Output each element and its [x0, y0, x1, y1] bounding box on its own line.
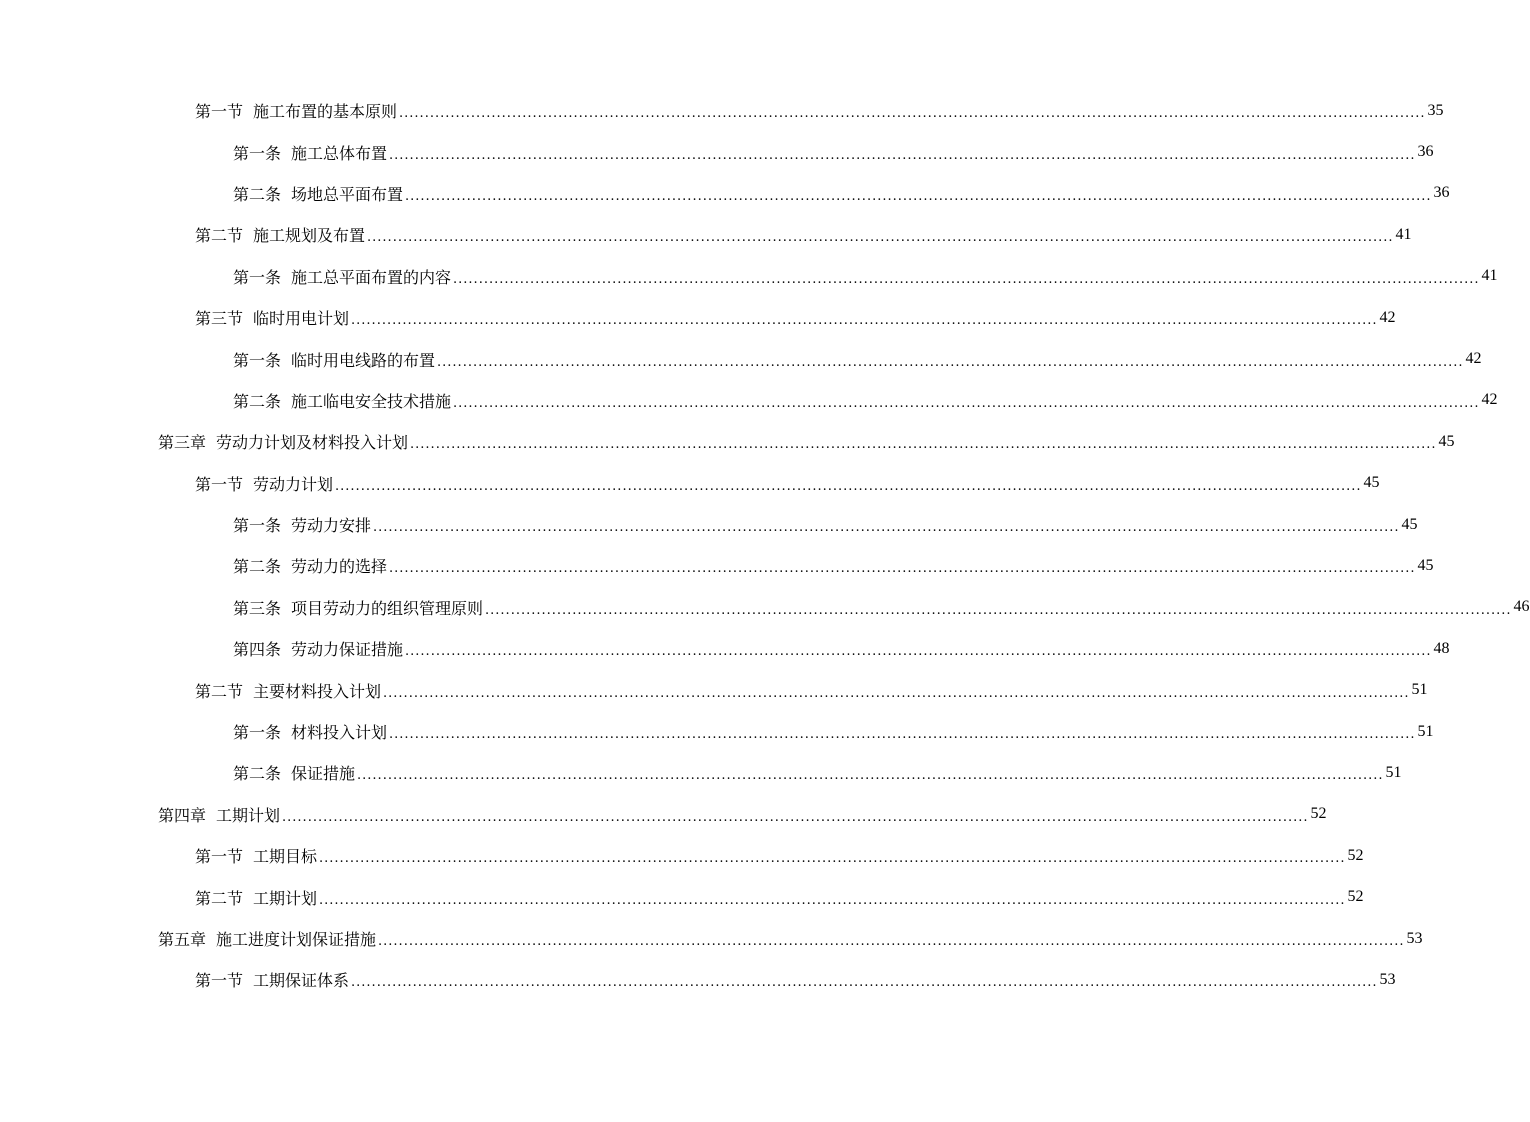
toc-dot-leader: ........................................................................................................................................................................................................ [319, 851, 1346, 867]
toc-entry[interactable] [0, 421, 1455, 462]
toc-entry-number: 第四章 [158, 805, 207, 825]
toc-entry[interactable] [0, 338, 1482, 379]
toc-entry[interactable] [0, 587, 1530, 628]
toc-entry[interactable] [0, 876, 1364, 917]
toc-entry-number: 第三章 [158, 433, 207, 453]
toc-entry-page-number: 53 [1406, 929, 1423, 947]
toc-entry-page-number: 53 [1379, 970, 1396, 988]
toc-dot-leader: ........................................................................................................................................................................................................ [319, 892, 1346, 908]
toc-entry[interactable] [0, 214, 1412, 255]
toc-entry-title: 场地总平面布置 [291, 184, 404, 204]
toc-entry[interactable] [0, 794, 1327, 835]
toc-entry-title: 项目劳动力的组织管理原则 [291, 598, 484, 618]
toc-entry-page-number: 36 [1417, 143, 1434, 161]
toc-entry-title: 劳动力的选择 [291, 557, 388, 577]
toc-entry-number: 第一条 [233, 350, 282, 370]
toc-dot-leader: ........................................................................................................................................................................................................ [367, 230, 1394, 246]
toc-entry-number: 第一节 [195, 847, 244, 867]
toc-entry-page-number: 41 [1481, 267, 1498, 285]
toc-entry-title: 劳动力保证措施 [291, 640, 404, 660]
toc-dot-leader: ........................................................................................................................................................................................................ [282, 809, 1309, 825]
toc-entry[interactable] [0, 545, 1434, 586]
toc-dot-leader: ........................................................................................................................................................................................................ [389, 561, 1416, 577]
toc-entry-page-number: 36 [1433, 184, 1450, 202]
toc-entry-title: 施工总平面布置的内容 [291, 267, 452, 287]
toc-entry[interactable] [0, 256, 1498, 297]
toc-dot-leader: ........................................................................................................................................................................................................ [389, 727, 1416, 743]
toc-entry-number: 第一条 [233, 143, 282, 163]
toc-entry-page-number: 52 [1347, 888, 1364, 906]
toc-entry[interactable] [0, 504, 1418, 545]
toc-entry-title: 施工进度计划保证措施 [216, 930, 377, 949]
toc-entry-number: 第三节 [195, 309, 244, 329]
toc-entry-number: 第二节 [195, 681, 244, 701]
toc-entry-page-number: 45 [1438, 432, 1455, 450]
toc-entry-title: 工期计划 [216, 805, 281, 825]
toc-entry-title: 工期目标 [253, 847, 318, 867]
toc-entry-number: 第一节 [195, 474, 244, 494]
toc-dot-leader: ........................................................................................................................................................................................................ [373, 520, 1400, 536]
toc-dot-leader: ........................................................................................................................................................................................................ [351, 975, 1378, 991]
toc-dot-leader: ........................................................................................................................................................................................................ [453, 395, 1480, 411]
toc-entry[interactable] [0, 173, 1450, 214]
toc-entry[interactable] [0, 90, 1444, 131]
toc-entry[interactable] [0, 918, 1423, 959]
toc-entry-number: 第一条 [233, 723, 282, 743]
toc-entry[interactable] [0, 297, 1396, 338]
toc-entry-number: 第二条 [233, 764, 282, 784]
toc-entry-number: 第二条 [233, 391, 282, 411]
toc-entry[interactable] [0, 959, 1396, 1000]
toc-entry-title: 施工临电安全技术措施 [291, 391, 452, 411]
toc-entry[interactable] [0, 669, 1428, 710]
toc-dot-leader: ........................................................................................................................................................................................................ [453, 271, 1480, 287]
toc-entry-title: 施工总体布置 [291, 143, 388, 163]
toc-entry-title: 劳动力安排 [291, 516, 372, 536]
toc-entry-page-number: 46 [1513, 598, 1530, 616]
toc-dot-leader: ........................................................................................................................................................................................................ [399, 106, 1426, 122]
toc-entry-number: 第一节 [195, 971, 244, 991]
toc-dot-leader: ........................................................................................................................................................................................................ [410, 437, 1437, 453]
toc-entry[interactable] [0, 463, 1380, 504]
toc-entry-page-number: 42 [1465, 350, 1482, 368]
toc-entry-title: 工期计划 [253, 888, 318, 908]
table-of-contents [0, 90, 1530, 1001]
toc-entry-title: 劳动力计划及材料投入计划 [216, 433, 409, 453]
toc-entry-title: 劳动力计划 [253, 474, 334, 494]
toc-entry-page-number: 42 [1379, 308, 1396, 326]
toc-dot-leader: ........................................................................................................................................................................................................ [405, 644, 1432, 660]
toc-dot-leader: ........................................................................................................................................................................................................ [335, 478, 1362, 494]
toc-entry-number: 第五章 [158, 930, 207, 949]
toc-entry-number: 第二条 [233, 184, 282, 204]
toc-dot-leader: ........................................................................................................................................................................................................ [437, 354, 1464, 370]
toc-dot-leader: ........................................................................................................................................................................................................ [378, 934, 1405, 949]
toc-dot-leader: ........................................................................................................................................................................................................ [389, 147, 1416, 163]
toc-dot-leader: ........................................................................................................................................................................................................ [405, 188, 1432, 204]
toc-entry-number: 第一节 [195, 102, 244, 122]
toc-entry-number: 第二条 [233, 557, 282, 577]
toc-dot-leader: ........................................................................................................................................................................................................ [351, 313, 1378, 329]
toc-entry[interactable] [0, 711, 1434, 752]
toc-entry-number: 第三条 [233, 598, 282, 618]
toc-entry[interactable] [0, 752, 1402, 793]
toc-entry-title: 施工规划及布置 [253, 226, 366, 246]
toc-entry[interactable] [0, 628, 1450, 669]
toc-dot-leader: ........................................................................................................................................................................................................ [485, 602, 1512, 618]
toc-entry-page-number: 41 [1395, 225, 1412, 243]
toc-dot-leader: ........................................................................................................................................................................................................ [357, 768, 1384, 784]
toc-entry-title: 施工布置的基本原则 [253, 102, 398, 122]
toc-entry-page-number: 52 [1347, 846, 1364, 864]
toc-entry-number: 第一条 [233, 267, 282, 287]
toc-entry[interactable] [0, 131, 1434, 172]
toc-entry-page-number: 45 [1417, 556, 1434, 574]
toc-entry-title: 材料投入计划 [291, 723, 388, 743]
toc-entry[interactable] [0, 380, 1498, 421]
toc-entry[interactable] [0, 835, 1364, 876]
toc-entry-number: 第四条 [233, 640, 282, 660]
toc-dot-leader: ........................................................................................................................................................................................................ [383, 685, 1410, 701]
toc-entry-number: 第二节 [195, 226, 244, 246]
toc-entry-title: 临时用电线路的布置 [291, 350, 436, 370]
toc-entry-title: 主要材料投入计划 [253, 681, 382, 701]
toc-entry-page-number: 52 [1310, 805, 1327, 823]
toc-entry-page-number: 48 [1433, 639, 1450, 657]
toc-entry-page-number: 51 [1385, 763, 1402, 781]
toc-entry-number: 第二节 [195, 888, 244, 908]
toc-entry-title: 保证措施 [291, 764, 356, 784]
toc-entry-number: 第一条 [233, 516, 282, 536]
toc-entry-page-number: 51 [1411, 681, 1428, 699]
toc-entry-page-number: 42 [1481, 391, 1498, 409]
toc-entry-page-number: 51 [1417, 722, 1434, 740]
toc-entry-title: 工期保证体系 [253, 971, 350, 991]
toc-entry-page-number: 35 [1427, 101, 1444, 119]
toc-entry-title: 临时用电计划 [253, 309, 350, 329]
toc-entry-page-number: 45 [1363, 474, 1380, 492]
toc-entry-page-number: 45 [1401, 515, 1418, 533]
